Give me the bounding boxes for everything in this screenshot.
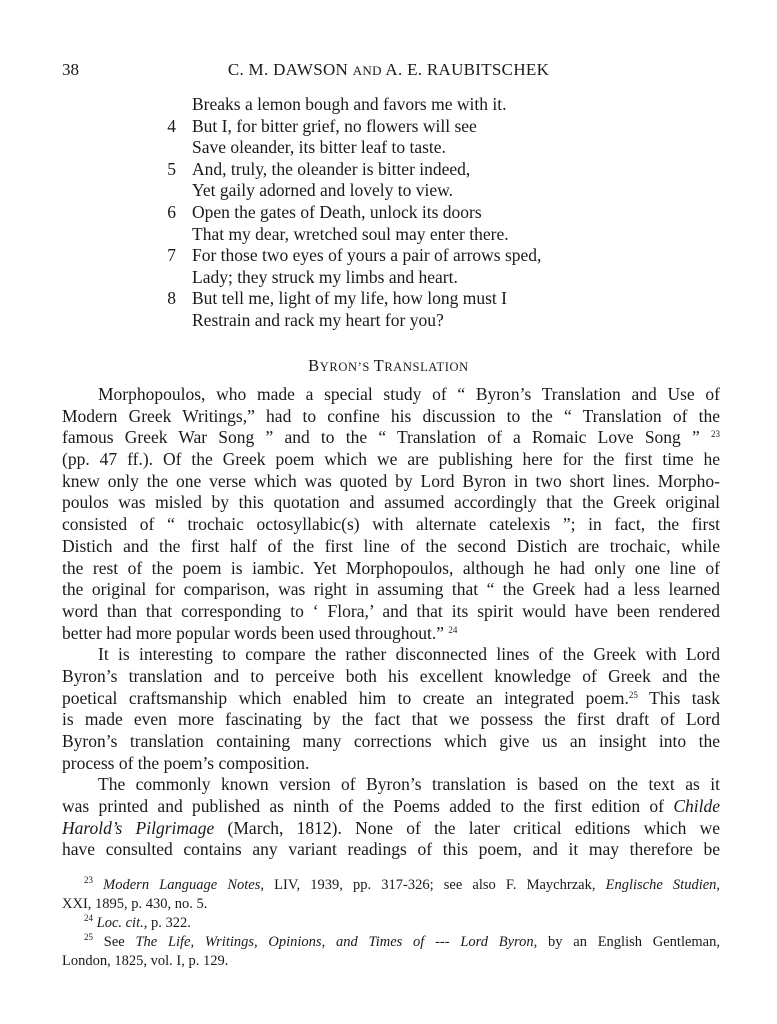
footnote-italic: Loc. cit., (96, 915, 148, 931)
italic-title: Childe (673, 796, 720, 817)
text-line: knew only the one verse which was quoted by Lord Byron in two short lines. Morpho- (62, 470, 720, 491)
footnote-italic: Lord Byron, (460, 934, 538, 950)
line-number: 6 (167, 201, 176, 222)
footnote-italic: Modern Language Notes, (103, 877, 265, 893)
verse-text: That my dear, wretched soul may enter there. (192, 223, 509, 244)
footnote-25-line: London, 1825, vol. I, p. 129. (62, 953, 229, 969)
text-line: Byron’s translation containing many corrections which give us an insight into the (62, 731, 720, 751)
heading-smallcaps-2: RANSLATION (384, 360, 469, 374)
text-line: the original for comparison, was right in assuming that “ the Greek had a less learned (62, 579, 720, 600)
author-1: C. M. DAWSON (227, 60, 349, 79)
poem-line (158, 267, 618, 289)
text-line: is made even more fascinating by the fact that we possess the first draft of Lord (62, 709, 720, 730)
poem-line (158, 202, 618, 224)
verse-text: Restrain and rack my heart for you? (192, 309, 444, 330)
footnote-23-line (62, 876, 720, 895)
text-line (62, 818, 720, 840)
verse-text: Open the gates of Death, unlock its doors (192, 201, 482, 222)
running-head (0, 60, 777, 80)
line-number: 8 (167, 288, 176, 309)
footnote-text: See (103, 934, 125, 950)
text-run: was printed and published as ninth of the Poems added to the first edition of (62, 796, 664, 817)
poem-line (158, 224, 618, 246)
text-line: have consulted contains any variant readings of this poem, and it may therefore be (62, 839, 720, 860)
footnote-mark: 23 (84, 875, 93, 885)
paragraph-2 (62, 644, 720, 774)
footnote-25-line (62, 933, 720, 952)
footnote-23-line: XXI, 1895, p. 430, no. 5. (62, 896, 208, 912)
footnote-italic: The Life, Writings, Opinions, and Times of (135, 934, 425, 950)
verse-text: But tell me, light of my life, how long must I (192, 288, 507, 309)
text-line: poulos was misled by this quotation and assumed accordingly that the Greek original (62, 492, 720, 513)
footnote-text: p. 322. (151, 915, 191, 931)
text-line: The commonly known version of Byron’s translation is based on the text as it (98, 774, 720, 795)
section-heading (0, 356, 777, 376)
text-line (62, 623, 720, 645)
footnote-mark: 25 (84, 932, 93, 942)
text-line: Byron’s translation and to perceive both his excellent knowledge of Greek and the (62, 665, 720, 686)
text-run: better had more popular words been used throughout.” (62, 622, 444, 643)
text-line (62, 796, 720, 818)
verse-text: But I, for bitter grief, no flowers will see (192, 115, 477, 136)
text-run: famous Greek War Song ” and to the “ Translation of a Romaic Love Song ” (62, 427, 700, 448)
verse-text: And, truly, the oleander is bitter indeed, (192, 158, 471, 179)
poem-line (158, 245, 618, 267)
text-line: It is interesting to compare the rather disconnected lines of the Greek with Lord (98, 644, 720, 665)
paragraph-3 (62, 774, 720, 861)
text-line: word than that corresponding to ‘ Flora,’ and that its spirit would have been rendered (62, 600, 720, 621)
line-number: 7 (167, 245, 176, 266)
text-line: Distich and the first half of the first line of the second Distich are trochaic, while (62, 535, 720, 556)
italic-title: Harold’s Pilgrimage (62, 817, 215, 838)
line-number: 4 (167, 115, 176, 136)
line-number: 5 (167, 158, 176, 179)
text-line: the rest of the poem is iambic. Yet Morphopoulos, although he had only one line of (62, 557, 720, 578)
text-line: (pp. 47 ff.). Of the Greek poem which we are publishing here for the first time he (62, 449, 720, 470)
poem-line (158, 288, 618, 310)
footnote-ref: 25 (628, 689, 638, 700)
poem-line (158, 94, 618, 116)
text-line: consisted of “ trochaic octosyllabic(s) with alternate catelexis ”; in fact, the first (62, 514, 720, 535)
poem-line (158, 137, 618, 159)
heading-initial-t: T (373, 356, 385, 375)
text-run: (March, 1812). None of the later critical editions which we (227, 817, 720, 838)
author-2: A. E. RAUBITSCHEK (385, 60, 550, 79)
text-run: This task (649, 687, 720, 708)
verse-text: Save oleander, its bitter leaf to taste. (192, 137, 446, 158)
poem-line (158, 159, 618, 181)
text-line: process of the poem’s composition. (62, 752, 310, 773)
body-text (62, 384, 720, 861)
paragraph-1 (62, 384, 720, 644)
footnote-ref: 24 (448, 624, 458, 635)
verse-text: Yet gaily adorned and lovely to view. (192, 180, 453, 201)
footnote-ref: 23 (711, 429, 720, 440)
heading-initial-b: B (308, 356, 320, 375)
text-line: Modern Greek Writings,” had to confine his discussion to the “ Translation of the (62, 405, 720, 426)
page-number: 38 (62, 60, 79, 79)
verse-text: Breaks a lemon bough and favors me with it. (192, 94, 507, 114)
footnote-dashes: --- (435, 934, 450, 950)
poem-line (158, 310, 618, 332)
text-line: Morphopoulos, who made a special study of “ Byron’s Translation and Use of (98, 384, 720, 404)
poem-line (158, 180, 618, 202)
verse-text: Lady; they struck my limbs and heart. (192, 266, 458, 287)
heading-smallcaps-1: YRON’S (319, 360, 374, 374)
text-line (62, 427, 720, 449)
footnote-mark: 24 (84, 913, 93, 923)
footnote-text: LIV, 1939, pp. 317-326; see also F. Maychrzak, (274, 877, 596, 893)
footnote-text: by an English Gentleman, (548, 934, 720, 950)
author-conjunction: AND (352, 63, 382, 78)
poem-line (158, 116, 618, 138)
footnote-24-line (62, 914, 720, 933)
verse-text: For those two eyes of yours a pair of arrows sped, (192, 245, 542, 266)
footnotes (62, 876, 720, 971)
text-line (62, 688, 720, 710)
poem (158, 94, 618, 332)
footnote-italic: Englische Studien, (605, 877, 721, 893)
text-run: poetical craftsmanship which enabled him to create an integrated poem. (62, 687, 629, 708)
